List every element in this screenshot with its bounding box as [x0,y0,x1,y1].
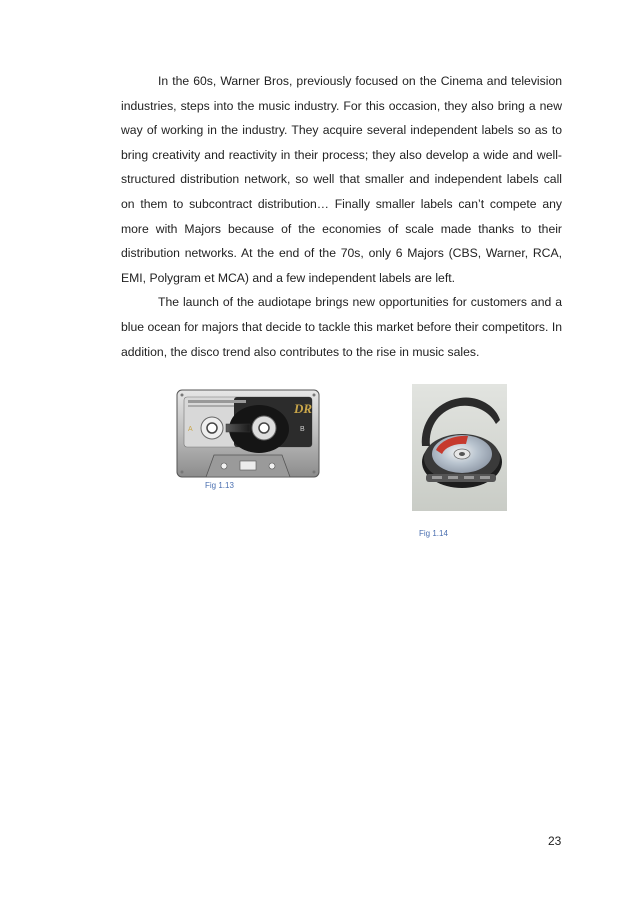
cassette-side-a: A [188,426,193,433]
cassette-brand-label: DR [294,401,313,416]
paragraph-1: In the 60s, Warner Bros, previously focused on the Cinema and television industries, steps into the music industry. For this occasion, they also bring a new way of working in the industry. They acquire several independent labels so as to bring creativity and reactivity in their process; they also develop a wide and well-structured distribution network, so well that smaller and independent labels call on them to subcontract distribution… Finally smaller labels can’t compete any more with Majors because of the economies of scale made thanks to their distribution networks. At the end of the 70s, only 6 Majors (CBS, Warner, RCA, EMI, Polygram et MCA) and a few independent labels are left. [121,74,562,285]
figure-caption-1-13: Fig 1.13 [205,481,234,490]
cd-player-icon [412,384,507,511]
page-number: 23 [548,834,562,848]
body-text [121,69,562,364]
figure-caption-1-14: Fig 1.14 [419,529,448,538]
cassette-side-b: B [300,426,305,433]
figure-cassette [176,389,320,478]
paragraph-2: The launch of the audiotape brings new opportunities for customers and a blue ocean for majors that decide to tackle this market before their competitors. In addition, the disco trend also contributes to the rise in music sales. [121,295,562,359]
figure-cd-player [412,384,507,511]
cassette-tape-icon [176,389,320,478]
